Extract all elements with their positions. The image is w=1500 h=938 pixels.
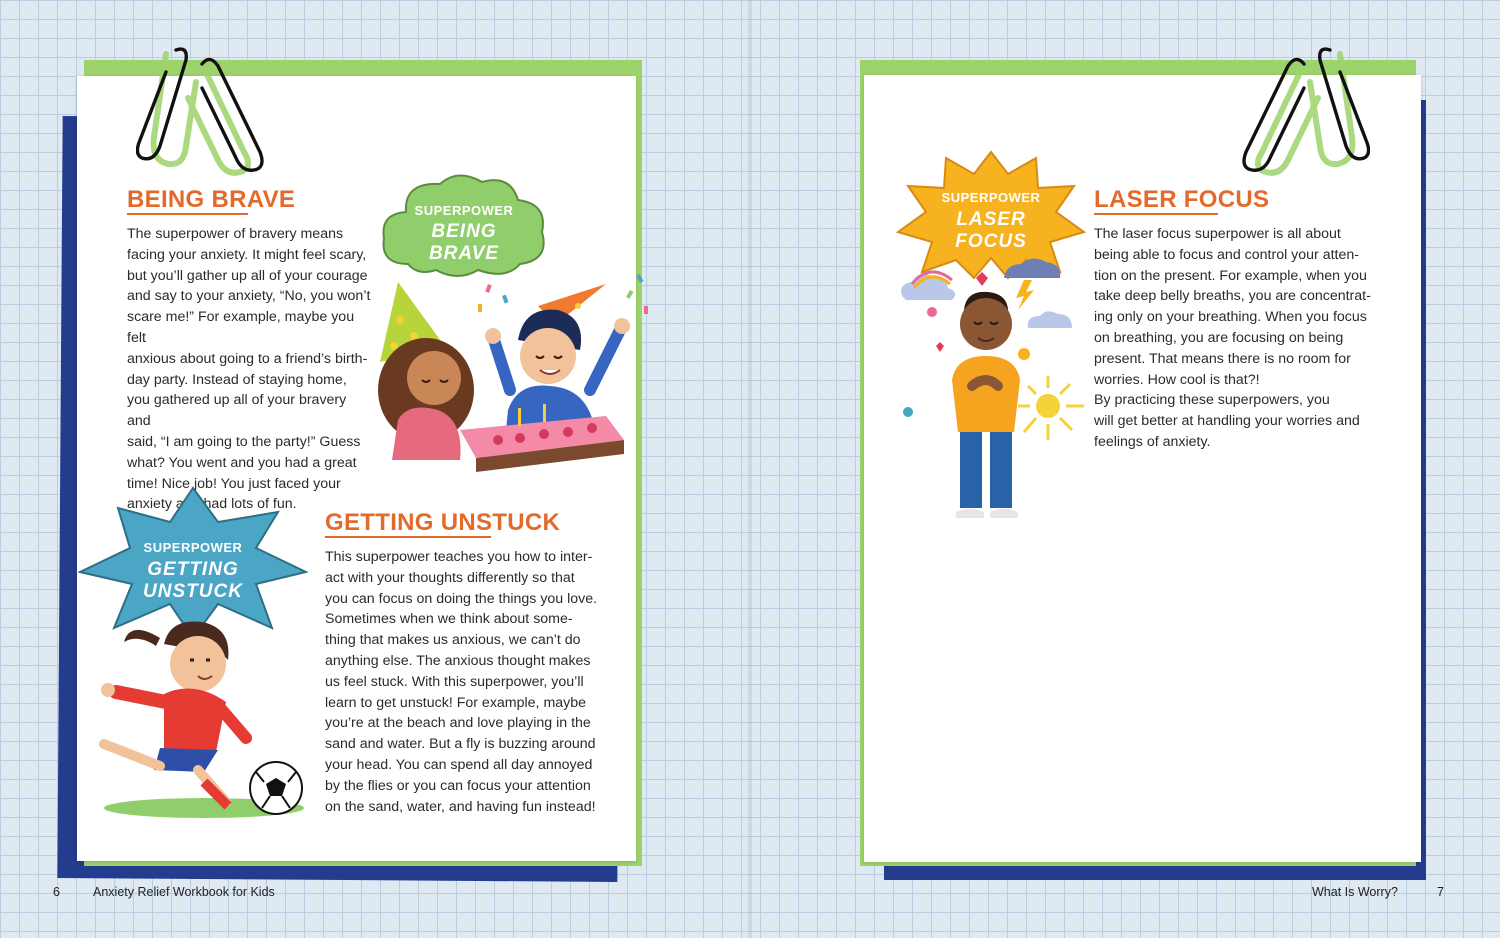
birthday-party-illustration <box>368 270 658 480</box>
laser-focus-heading: LASER FOCUS <box>1094 186 1270 213</box>
heading-underline <box>325 536 491 538</box>
badge-line2: UNSTUCK <box>143 581 243 602</box>
heading-underline <box>127 213 248 215</box>
focused-boy-illustration <box>896 250 1096 522</box>
badge-label: SUPERPOWER <box>941 190 1041 205</box>
laser-focus-body: The laser focus superpower is all about being able to focus and control your atten- tion on the present. For example, when you take deep belly breaths, you are concentrat- ing only on your breathing. When you focus on breathing, you are focusing on being present. That means there is no room for worries. How cool is that?! By practicing these superpowers, you will get better at handling your worries and feelings of anxiety. <box>1094 226 1371 450</box>
badge-label: SUPERPOWER <box>143 540 243 555</box>
badge-line1: GETTING <box>147 559 239 580</box>
cloud-badge <box>378 172 550 282</box>
badge-line2: FOCUS <box>955 231 1027 252</box>
page-number: 7 <box>1437 885 1444 899</box>
getting-unstuck-body: This superpower teaches you how to inter- act with your thoughts differently so that you can focus on doing the things you love. Sometimes when we think about some- thing that makes us anxious, we can’t do anything else. The anxious thought makes us feel stuck. With this superpower, you’ll learn to get unstuck! For example, maybe you’re at the beach and love playing in the sand and water. But a fly is buzzing around your head. You can spend all day annoyed by the flies or you can focus your attention on the sand, water, and having fun instead! <box>325 549 598 815</box>
soccer-girl-illustration <box>94 612 314 822</box>
being-brave-body: The superpower of bravery means facing your anxiety. It might feel scary, but you’ll gather up all of your courage and say to your anxiety, “No, you won’t scare me!” For example, maybe you felt anxious about going to a friend’s birth- day party. Instead of staying home, you gathered up all of your bravery and said, “I am going to the party!” Guess what? You went and you had a great time! Nice job! You just faced your anxiety had lots of fun. <box>127 226 371 513</box>
paper-clip-icon <box>1230 42 1370 177</box>
running-title: What Is Worry? <box>1312 885 1398 899</box>
running-title: Anxiety Relief Workbook for Kids <box>93 885 275 899</box>
heading-underline <box>1094 213 1218 215</box>
getting-unstuck-heading: GETTING UNSTUCK <box>325 509 561 536</box>
badge-line1: BEING <box>431 221 497 242</box>
badge-line1: LASER <box>956 209 1026 230</box>
paper-clip-icon <box>136 42 276 177</box>
page-number: 6 <box>53 885 60 899</box>
badge-line2: BRAVE <box>428 243 500 264</box>
badge-label: SUPERPOWER <box>414 203 514 218</box>
being-brave-heading: BEING BRAVE <box>127 186 296 213</box>
book-spine <box>748 0 752 938</box>
